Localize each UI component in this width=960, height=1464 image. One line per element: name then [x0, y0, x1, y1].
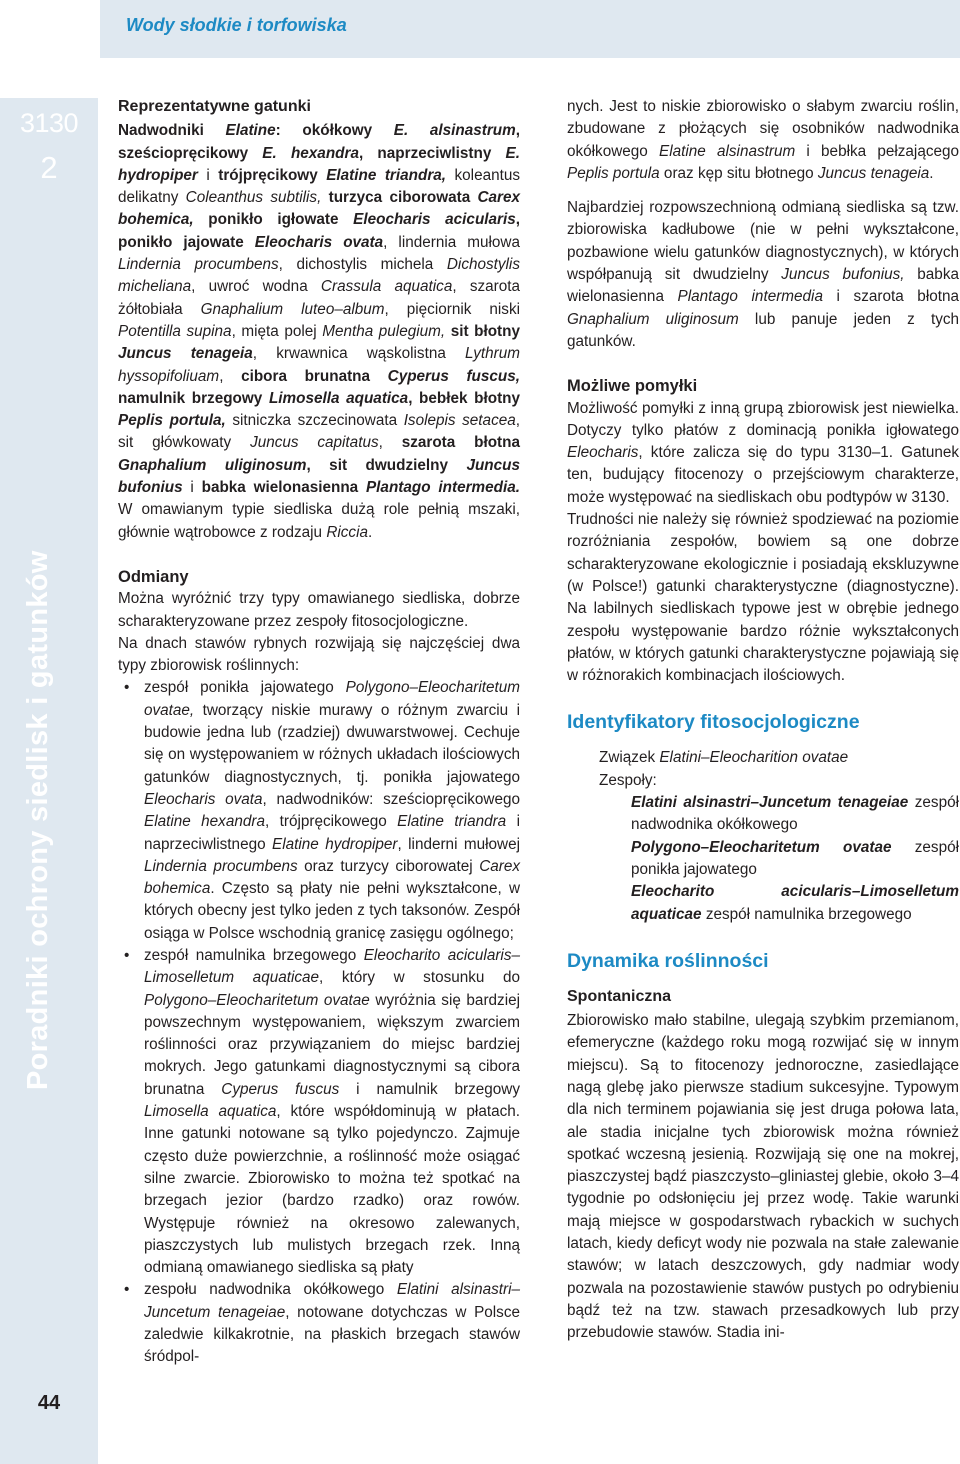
section-heading-mozliwe-pomylki: Możliwe pomyłki	[567, 377, 698, 396]
species-paragraph: Nadwodniki Elatine: okółkowy E. alsinastrum, sześciopręcikowy E. hexandra, naprzeciwlistny E. hydropiper i trójpręcikowy Elatine triandra, koleantus delikatny Coleanthus subtilis, turzyca ciborowata Carex bohemica, ponikło igłowate Eleocharis acicularis, ponikło jajowate Eleocharis ovata, lindernia mułowa Lindernia procumbens, dichostylis michela Dichostylis micheliana, uwroć wodna Crassula aquatica, szarota żółtobiała Gnaphalium luteo–album, pięciornik niski Potentilla supina, mięta polej Mentha pulegium, sit błotny Juncus tenageia, krwawnica wąskolistna Lythrum hyssopifoliuam, cibora brunatna Cyperus fuscus, namulnik brzegowy Limosella aquatica, bebłek błotny Peplis portula, sitniczka szczecinowata Isolepis setacea, sit główkowaty Juncus capitatus, szarota błotna Gnaphalium uliginosum, sit dwudzielny Juncus bufonius i babka wielonasienna Plantago intermedia. W omawianym typie siedliska dużą role pełnią mszaki, głównie wątrobowce z rodzaju Riccia.	[118, 122, 521, 541]
ident-alliance: Związek Elatini–Eleocharition ovatae	[599, 749, 849, 767]
series-title-vertical: Poradniki ochrony siedlisk i gatunków	[22, 550, 54, 1090]
section-heading-dynamika: Dynamika roślinności	[567, 949, 769, 972]
section-heading-odmiany: Odmiany	[118, 567, 189, 586]
variants-list	[118, 677, 520, 1368]
right-column	[567, 96, 959, 1345]
odmiany-paragraph-2: Na dnach stawów rybnych rozwijają się najczęściej dwa typy zbiorowisk roślinnych:	[118, 634, 520, 675]
list-item: • zespół namulnika brzegowego Eleocharito acicularis–Limoselletum aquaticae, który w stosunku do Polygono–Eleocharitetum ovatae wyróżnia się bardziej powszechnym występowaniem, większym zwarciem roślinności oraz przywiązaniem do miejsc bardziej mokrych. Jego gatunkami diagnostycznymi są cibora brunatna Cyperus fuscus i namulnik brzegowy Limosella aquatica, które współdominują w płatach. Inne gatunki notowane są tylko pojedynczo. Zajmuje często duże powierzchnie, a roślinność może osiągać silne zwarcie. Zbiorowisko to można też spotkać na brzegach jezior (bardzo rzadko) oraz rowów. Występuje również na okresowo zalewanych, piaszczystych lub mulistych brzegach rzek. Inną odmianą omawianego siedliska są płaty	[118, 945, 520, 1279]
ident-association-1: Elatini alsinastri–Juncetum tenageiae zespół nadwodnika okółkowego	[631, 794, 959, 834]
mistakes-paragraph-2: Trudności nie należy się również spodziewać na poziomie rozróżniania zespołów, bowiem są one dobrze scharakteryzowane ekologicznie i posiadają ekskluzywne (w Polsce!) gatunki charakterystyczne (diagnostyczne). Na labilnych siedliskach typowe jest w obrębie jednego zespołu występowanie bardzo różnie wykształconych płatów, w których gatunki charakterystyczne pojawiają się w różnorakich kombinacjach ilościowych.	[567, 511, 959, 685]
habitat-code: 3130	[19, 108, 79, 138]
list-item: • zespół ponikła jajowatego Polygono–Eleocharitetum ovatae, tworzący niskie murawy o różnym zwarciu i budowie jedna lub (rzadziej) dwuwarstwowej. Cechuje się on występowaniem w różnych układach ilościowych gatunków diagnostycznych, tj. ponikła jajowatego Eleocharis ovata, nadwodników: sześciopręcikowego Elatine hexandra, trójpręcikowego Elatine triandra i naprzeciwlistnego Elatine hydropiper, linderni mułowej Lindernia procumbens oraz turzycy ciborowatej Carex bohemica. Często są płaty nie pełni wykształcone, w których obecny jest tylko jeden z tych taksonów. Zespół osiąga w Polsce wschodnią granicę zasięgu ogólnego;	[118, 677, 520, 945]
ident-association-2: Polygono–Eleocharitetum ovatae zespół ponikła jajowatego	[631, 838, 959, 878]
section-heading-identyfikatory: Identyfikatory fitosocjologiczne	[567, 711, 860, 734]
continued-paragraph: nych. Jest to niskie zbiorowisko o słabym zwarciu roślin, zbudowane z płożących się osobników nadwodnika okółkowego Elatine alsinastrum i bebłka pełzającego Peplis portula oraz kęp situ błotnego Juncus tenageia.	[567, 98, 959, 182]
ident-zespoly-label: Zespoły:	[599, 771, 657, 789]
ident-association-3: Eleocharito acicularis–Limoselletum aquaticae zespół namulnika brzegowego	[631, 883, 959, 923]
subheading-spontaniczna: Spontaniczna	[567, 987, 672, 1005]
list-item: • zespołu nadwodnika okółkowego Elatini alsinastri–Juncetum tenageiae, notowane dotychczas w Polsce zaledwie kilkakrotnie, na płaskich brzegach stawów śródpol-	[118, 1279, 520, 1368]
dynamics-paragraph: Zbiorowisko mało stabilne, ulegają szybkim przemianom, efemeryczne (każdego roku mogą rozwijać się w innym miejscu). Są to fitocenozy jednoroczne, zasiedlające nagą glebę jako pierwsze stadium sukcesyjne. Typowym dla nich terminem pojawiania się jest druga połowa lata, ale stadia inicjalne tych zbiorowisk można również spotkać wczesną jesienią. Rozwijają się one na mokrej, piaszczystej bądź piaszczysto–gliniastej glebie, około 3–4 tygodnie po odsłonięciu jej przez wodę. Takie warunki mają miejsce w gospodarstwach rybackich w suchych latach, kiedy deficyt wody nie pozwala na stałe zalewanie stawów; w latach deszczowych, gdy nadmiar wody pozwala na pozostawienie stawów pustych po odrybieniu bądź też na tzw. stawach przesadkowych lub przy przebudowie stawów. Stadia ini-	[567, 1012, 959, 1342]
section-heading-species: Reprezentatywne gatunki	[118, 98, 311, 115]
habitat-subtype: 2	[40, 150, 58, 185]
page-number: 44	[37, 1392, 61, 1414]
odmiany-paragraph-1: Można wyróżnić trzy typy omawianego siedliska, dobrze scharakteryzowane przez zespoły fitosocjologiczne.	[118, 590, 520, 630]
running-header-title: Wody słodkie i torfowiska	[126, 15, 347, 35]
mistakes-paragraph-1: Możliwość pomyłki z inną grupą zbiorowisk jest niewielka. Dotyczy tylko płatów z dominacją ponikła igłowatego Eleocharis, które zalicza się do typu 3130–1. Gatunek ten, budujący fitocenozy o przejściowym charakterze, może występować na siedliskach obu podtypów w 3130.	[567, 399, 959, 506]
left-column	[118, 96, 520, 1369]
distribution-paragraph: Najbardziej rozpowszechnioną odmianą siedliska są tzw. zbiorowiska kadłubowe (nie w pełni wykształcone, pozbawione wielu gatunków diagnostycznych), w których współpanują sit dwudzielny Juncus bufonius, babka wielonasienna Plantago intermedia i szarota błotna Gnaphalium uliginosum lub panuje jeden z tych gatunków.	[567, 199, 960, 350]
